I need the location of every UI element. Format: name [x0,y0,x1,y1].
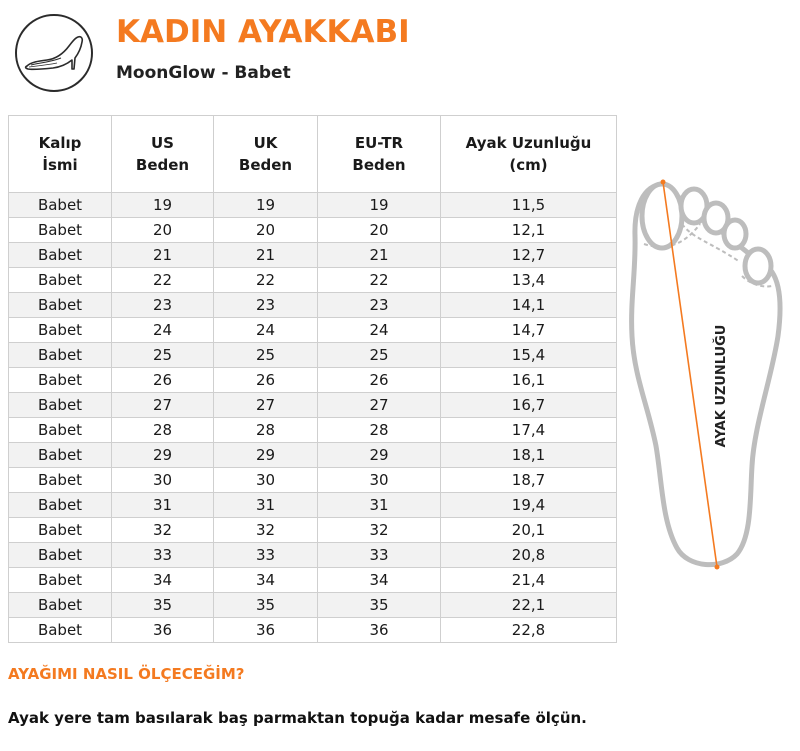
table-row [9,393,617,418]
cell-pattern-name: Babet [9,618,112,643]
high-heel-shoe-icon [17,16,95,94]
header-eu-tr-size: EU-TR Beden [318,116,441,193]
cell-pattern-name: Babet [9,268,112,293]
foot-outline-icon [622,176,792,576]
header-foot-length: Ayak Uzunluğu (cm) [441,116,617,193]
table-row [9,618,617,643]
cell-us-size: 31 [112,493,214,518]
cell-eu-tr-size: 36 [318,618,441,643]
cell-uk-size: 31 [214,493,318,518]
cell-uk-size: 20 [214,218,318,243]
shoe-logo [15,14,93,92]
cell-foot-length: 13,4 [441,268,617,293]
cell-pattern-name: Babet [9,593,112,618]
cell-us-size: 20 [112,218,214,243]
cell-us-size: 25 [112,343,214,368]
table-row [9,418,617,443]
cell-foot-length: 22,1 [441,593,617,618]
cell-uk-size: 32 [214,518,318,543]
little-toe [745,249,771,283]
cell-foot-length: 14,1 [441,293,617,318]
cell-eu-tr-size: 26 [318,368,441,393]
table-row [9,593,617,618]
big-toe [642,184,682,248]
table-row [9,368,617,393]
cell-foot-length: 22,8 [441,618,617,643]
cell-us-size: 27 [112,393,214,418]
cell-us-size: 35 [112,593,214,618]
page-title: KADIN AYAKKABI [116,14,410,50]
cell-uk-size: 25 [214,343,318,368]
cell-uk-size: 35 [214,593,318,618]
cell-eu-tr-size: 28 [318,418,441,443]
cell-pattern-name: Babet [9,518,112,543]
product-subtitle: MoonGlow - Babet [116,63,291,83]
cell-foot-length: 11,5 [441,193,617,218]
measure-end-dot [715,565,720,570]
cell-eu-tr-size: 31 [318,493,441,518]
cell-us-size: 28 [112,418,214,443]
cell-foot-length: 18,7 [441,468,617,493]
cell-foot-length: 17,4 [441,418,617,443]
cell-pattern-name: Babet [9,443,112,468]
cell-us-size: 22 [112,268,214,293]
cell-us-size: 36 [112,618,214,643]
measure-start-dot [661,180,666,185]
foot-length-label: AYAK UZUNLUĞU [714,324,729,448]
table-row [9,443,617,468]
table-row [9,243,617,268]
cell-pattern-name: Babet [9,343,112,368]
cell-eu-tr-size: 24 [318,318,441,343]
cell-foot-length: 20,1 [441,518,617,543]
cell-uk-size: 22 [214,268,318,293]
cell-us-size: 23 [112,293,214,318]
cell-us-size: 33 [112,543,214,568]
header-pattern-name: Kalıp İsmi [9,116,112,193]
cell-pattern-name: Babet [9,468,112,493]
cell-eu-tr-size: 29 [318,443,441,468]
table-row [9,568,617,593]
cell-uk-size: 30 [214,468,318,493]
cell-uk-size: 21 [214,243,318,268]
cell-pattern-name: Babet [9,493,112,518]
fourth-toe [724,220,746,248]
table-row [9,268,617,293]
cell-us-size: 21 [112,243,214,268]
how-to-measure-text: Ayak yere tam basılarak baş parmaktan topuğa kadar mesafe ölçün. [8,709,587,727]
size-chart-table [8,115,617,643]
table-row [9,468,617,493]
cell-eu-tr-size: 23 [318,293,441,318]
cell-foot-length: 15,4 [441,343,617,368]
cell-eu-tr-size: 22 [318,268,441,293]
table-header-row [9,116,617,193]
table-row [9,493,617,518]
cell-us-size: 29 [112,443,214,468]
cell-uk-size: 33 [214,543,318,568]
table-row [9,318,617,343]
cell-eu-tr-size: 32 [318,518,441,543]
cell-foot-length: 21,4 [441,568,617,593]
cell-pattern-name: Babet [9,418,112,443]
cell-eu-tr-size: 30 [318,468,441,493]
cell-foot-length: 14,7 [441,318,617,343]
cell-pattern-name: Babet [9,543,112,568]
cell-us-size: 19 [112,193,214,218]
cell-pattern-name: Babet [9,568,112,593]
cell-eu-tr-size: 33 [318,543,441,568]
cell-us-size: 34 [112,568,214,593]
header-us-size: US Beden [112,116,214,193]
cell-foot-length: 12,7 [441,243,617,268]
cell-uk-size: 26 [214,368,318,393]
cell-uk-size: 34 [214,568,318,593]
cell-pattern-name: Babet [9,318,112,343]
cell-uk-size: 36 [214,618,318,643]
cell-foot-length: 19,4 [441,493,617,518]
cell-us-size: 26 [112,368,214,393]
cell-foot-length: 20,8 [441,543,617,568]
cell-uk-size: 27 [214,393,318,418]
cell-eu-tr-size: 20 [318,218,441,243]
cell-eu-tr-size: 21 [318,243,441,268]
cell-uk-size: 24 [214,318,318,343]
cell-eu-tr-size: 19 [318,193,441,218]
cell-pattern-name: Babet [9,193,112,218]
cell-pattern-name: Babet [9,368,112,393]
cell-pattern-name: Babet [9,393,112,418]
how-to-measure-heading: AYAĞIMI NASIL ÖLÇECEĞİM? [8,665,245,683]
cell-foot-length: 16,7 [441,393,617,418]
cell-uk-size: 28 [214,418,318,443]
table-row [9,293,617,318]
cell-foot-length: 16,1 [441,368,617,393]
cell-us-size: 24 [112,318,214,343]
cell-uk-size: 23 [214,293,318,318]
cell-foot-length: 18,1 [441,443,617,468]
table-row [9,543,617,568]
cell-eu-tr-size: 35 [318,593,441,618]
cell-us-size: 30 [112,468,214,493]
cell-pattern-name: Babet [9,293,112,318]
cell-pattern-name: Babet [9,218,112,243]
cell-uk-size: 19 [214,193,318,218]
cell-uk-size: 29 [214,443,318,468]
table-row [9,518,617,543]
cell-eu-tr-size: 34 [318,568,441,593]
table-row [9,343,617,368]
cell-pattern-name: Babet [9,243,112,268]
cell-eu-tr-size: 27 [318,393,441,418]
table-row [9,218,617,243]
cell-us-size: 32 [112,518,214,543]
cell-foot-length: 12,1 [441,218,617,243]
cell-eu-tr-size: 25 [318,343,441,368]
table-row [9,193,617,218]
header-uk-size: UK Beden [214,116,318,193]
